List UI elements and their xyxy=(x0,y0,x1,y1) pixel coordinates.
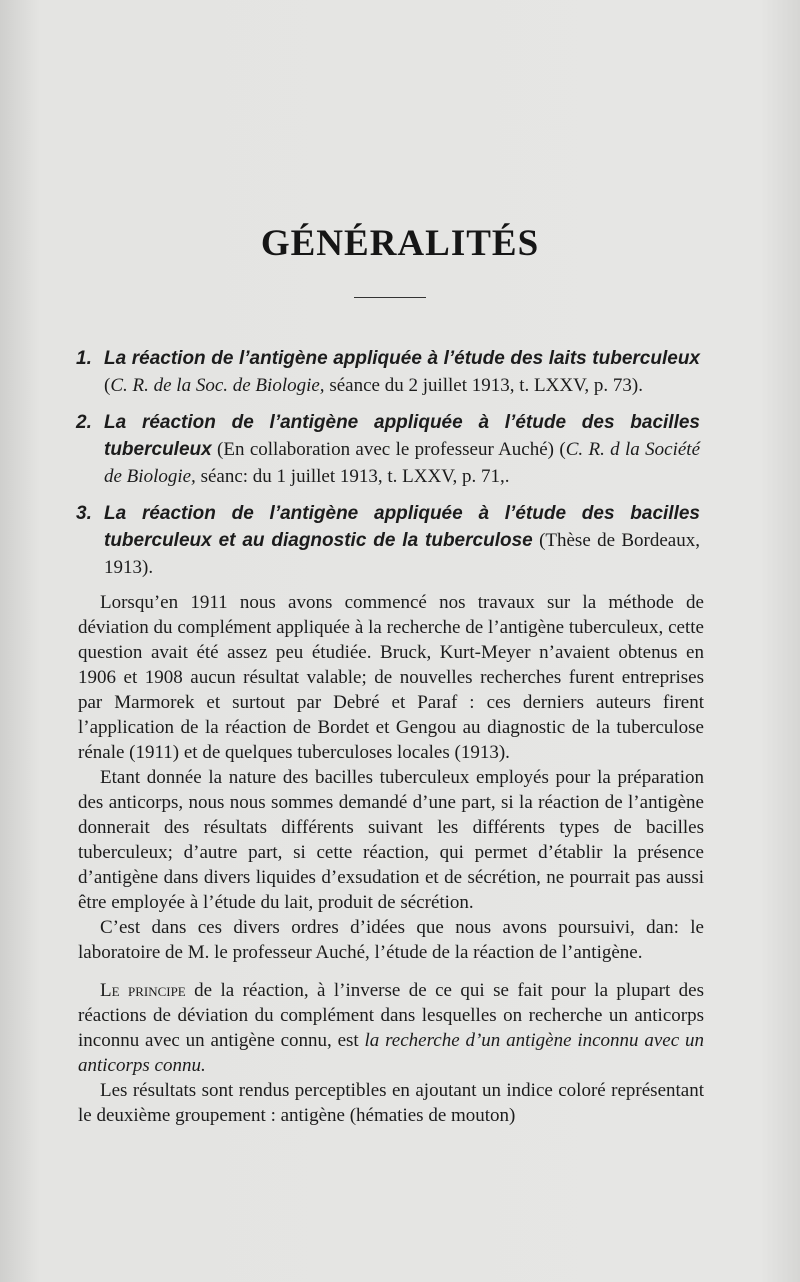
paragraph: C’est dans ces divers ordres d’idées que nous avons poursuivi, dan: le laboratoire de M. le professeur Auché, l’étude de la réaction de l’antigène. xyxy=(78,917,704,963)
paragraph: Etant donnée la nature des bacilles tuberculeux employés pour la préparation des anticorps, nous nous sommes demandé d’une part, si la réaction de l’antigène donnerait des résultats différents suivant les différents types de bacilles tuberculeux; d’autre part, si cette réaction, qui permet d’établir la présence d’antigène dans divers liquides d’exsudation et de sécrétion, ne pourrait pas aussi être employée à l’étude du lait, produit de sécrétion. xyxy=(78,767,704,913)
paragraph-text: de la réaction, à l’inverse de ce qui se fait pour la plupart des réactions de déviation du complément dans lesquelles on recherche un anticorps inconnu avec un antigène connu, est xyxy=(78,980,704,1051)
reference-number: 2. xyxy=(76,412,92,433)
reference-post: séance du 2 juillet 1913, t. LXXV, p. 73). xyxy=(324,375,643,396)
reference-pre: (En collaboration avec le professeur Auché) ( xyxy=(211,439,566,460)
paragraph-lead: Le principe xyxy=(100,980,186,1001)
paragraph xyxy=(78,978,704,1078)
paragraph-italic: la recherche d’un antigène inconnu avec un anticorps connu. xyxy=(78,1030,704,1076)
references-list xyxy=(76,345,700,591)
reference-item xyxy=(76,500,700,581)
reference-title: La réaction de l’antigène appliquée à l’étude des bacilles tuberculeux et au diagnostic de la tuberculose xyxy=(104,503,700,551)
reference-title: La réaction de l’antigène appliquée à l’étude des laits tuberculeux xyxy=(104,348,700,369)
reference-source: C. R. d la Société de Biologie, xyxy=(104,439,701,487)
reference-item xyxy=(76,345,700,399)
reference-number: 1. xyxy=(76,348,92,369)
paragraph: Les résultats sont rendus perceptibles en ajoutant un indice coloré représentant le deuxième groupement : antigène (hématies de mouton) xyxy=(78,1080,704,1126)
body-text xyxy=(78,590,704,1128)
reference-pre: (Thèse de Bordeaux, 1913). xyxy=(104,530,700,578)
reference-item xyxy=(76,409,700,490)
reference-pre: ( xyxy=(104,375,111,396)
reference-source: C. R. de la Soc. de Biologie, xyxy=(110,375,325,396)
paragraph: Lorsqu’en 1911 nous avons commencé nos travaux sur la méthode de déviation du complément appliquée à la recherche de l’antigène tuberculeux, cette question avait été assez peu étudiée. Bruck, Kurt-Meyer n’avaient obtenus en 1906 et 1908 aucun résultat valable; de nouvelles recherches furent entreprises par Marmorek et surtout par Debré et Paraf : ces derniers auteurs firent l’application de la réaction de Bordet et Gengou au diagnostic de la tuberculose rénale (1911) et de quelques tuberculoses locales (1913). xyxy=(78,592,704,763)
title-rule xyxy=(354,297,426,298)
reference-number: 3. xyxy=(76,503,92,524)
reference-title: La réaction de l’antigène appliquée à l’étude des bacilles tuberculeux xyxy=(104,412,700,460)
page-title: GÉNÉRALITÉS xyxy=(260,223,540,264)
reference-post: séanc: du 1 juillet 1913, t. LXXV, p. 71,. xyxy=(195,466,510,487)
